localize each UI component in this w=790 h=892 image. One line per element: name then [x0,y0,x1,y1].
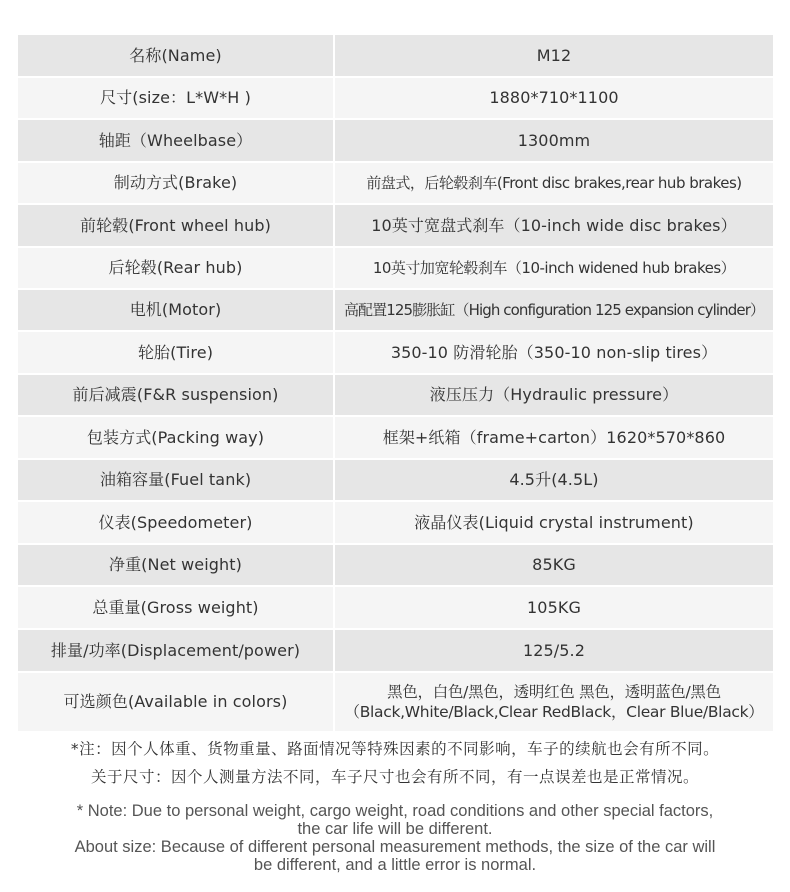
colors-line-cn: 黑色，白色/黑色，透明红色 黑色，透明蓝色/黑色 [387,683,721,701]
row-value-rear-hub: 10英寸加宽轮毂刹车（10-inch widened hub brakes） [335,248,773,288]
colors-line-en: （Black,White/Black,Clear RedBlack，Clear Blue/Black） [344,703,764,721]
row-label-motor: 电机(Motor) [18,290,333,330]
row-value-brake: 前盘式，后轮毂刹车(Front disc brakes,rear hub brakes) [335,163,773,203]
note-en-line2: the car life will be different. [297,820,493,838]
row-value-front-hub: 10英寸宽盘式刹车（10-inch wide disc brakes） [335,205,773,246]
row-label-front-hub: 前轮毂(Front wheel hub) [18,205,333,246]
note-en-block-2 [0,838,790,874]
row-label-tire: 轮胎(Tire) [18,332,333,373]
row-label-gross-weight: 总重量(Gross weight) [18,587,333,628]
row-label-suspension: 前后减震(F&R suspension) [18,375,333,415]
row-label-net-weight: 净重(Net weight) [18,545,333,585]
note-en-line3: About size: Because of different personal measurement methods, the size of the car will [74,838,716,856]
row-label-fuel-tank: 油箱容量(Fuel tank) [18,460,333,500]
note-en-line4: be different, and a little error is normal. [253,856,537,874]
row-value-net-weight: 85KG [335,545,773,585]
note-en-line1: * Note: Due to personal weight, cargo weight, road conditions and other special factors, [76,802,714,820]
row-value-speedometer: 液晶仪表(Liquid crystal instrument) [335,502,773,543]
row-label-packing: 包装方式(Packing way) [18,417,333,458]
row-value-gross-weight: 105KG [335,587,773,628]
spec-table [18,35,771,731]
row-value-tire: 350-10 防滑轮胎（350-10 non-slip tires） [335,332,773,373]
row-label-displacement: 排量/功率(Displacement/power) [18,630,333,671]
note-cn-line1: *注：因个人体重、货物重量、路面情况等特殊因素的不同影响，车子的续航也会有所不同。 [70,740,720,758]
row-label-name: 名称(Name) [18,35,333,76]
row-value-motor: 高配置125膨胀缸（High configuration 125 expansion cylinder） [335,290,773,330]
row-value-colors [335,673,773,731]
note-en-block-1 [0,802,790,838]
row-label-size: 尺寸(size：L*W*H ) [18,78,333,118]
row-value-wheelbase: 1300mm [335,120,773,161]
row-label-wheelbase: 轴距（Wheelbase） [18,120,333,161]
row-value-displacement: 125/5.2 [335,630,773,671]
row-value-suspension: 液压压力（Hydraulic pressure） [335,375,773,415]
row-value-fuel-tank: 4.5升(4.5L) [335,460,773,500]
row-label-speedometer: 仪表(Speedometer) [18,502,333,543]
row-value-size: 1880*710*1100 [335,78,773,118]
row-value-packing: 框架+纸箱（frame+carton）1620*570*860 [335,417,773,458]
note-cn-line2: 关于尺寸：因个人测量方法不同，车子尺寸也会有所不同，有一点误差也是正常情况。 [90,768,699,786]
row-value-name: M12 [335,35,773,76]
row-label-brake: 制动方式(Brake) [18,163,333,203]
row-label-rear-hub: 后轮毂(Rear hub) [18,248,333,288]
row-label-colors: 可选颜色(Available in colors) [18,673,333,731]
